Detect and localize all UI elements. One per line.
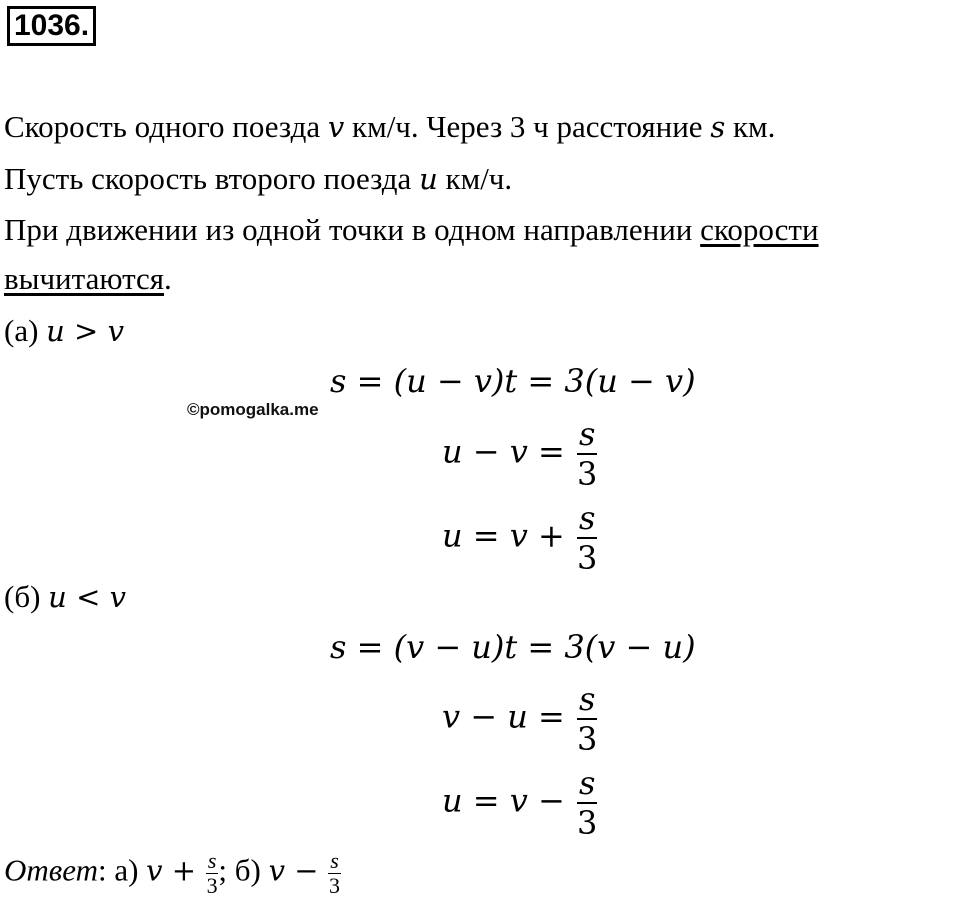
fraction <box>577 764 598 842</box>
equation-text: u = v − <box>442 781 565 820</box>
equation-a-3 <box>442 499 598 577</box>
text-line-3 <box>4 211 819 249</box>
answer-label: Ответ <box>4 852 98 888</box>
numerator: s <box>579 764 596 802</box>
fraction <box>577 680 598 758</box>
fraction <box>206 850 219 897</box>
fraction <box>577 499 598 577</box>
text-line-1 <box>4 108 775 146</box>
numerator: s <box>579 415 596 453</box>
underlined-word: скорости <box>700 212 819 247</box>
text-fragment: км. <box>725 109 776 144</box>
text-fragment: Пусть скорость второго поезда <box>4 161 420 196</box>
equation-text: v − u = <box>442 697 565 736</box>
answer-a-expression: v + <box>146 853 197 888</box>
case-a-heading <box>4 312 124 350</box>
numerator: s <box>579 680 596 718</box>
text-fragment: : а) <box>97 852 147 888</box>
variable-v: v <box>327 110 345 144</box>
fraction <box>577 415 598 493</box>
denominator: 3 <box>577 539 598 577</box>
case-b-heading <box>4 578 126 616</box>
text-line-2 <box>4 160 512 198</box>
denominator: 3 <box>206 873 218 898</box>
denominator: 3 <box>329 873 341 898</box>
watermark: ©pomogalka.me <box>187 400 319 419</box>
equation-b-1 <box>330 628 696 666</box>
underlined-word: вычитаются <box>4 261 165 296</box>
denominator: 3 <box>577 455 598 493</box>
case-condition: u < v <box>48 580 126 614</box>
equation-b-2 <box>442 680 598 758</box>
equation-text: u = v + <box>442 516 565 555</box>
variable-u: u <box>419 162 438 196</box>
equation-b-3 <box>442 764 598 842</box>
text-fragment: . <box>164 261 172 296</box>
case-label: (б) <box>4 579 49 614</box>
equation-text: u − v = <box>442 432 565 471</box>
numerator: s <box>579 499 596 537</box>
denominator: 3 <box>577 804 598 842</box>
text-line-4 <box>4 260 172 298</box>
text-fragment: км/ч. Через 3 ч расстояние <box>344 109 711 144</box>
text-fragment: При движении из одной точки в одном направлении <box>4 212 701 247</box>
variable-s: s <box>710 110 726 144</box>
answer-b-expression: v − <box>268 853 319 888</box>
denominator: 3 <box>577 720 598 758</box>
case-label: (а) <box>4 313 47 348</box>
numerator: s <box>207 848 217 873</box>
equation-a-2 <box>442 415 598 493</box>
numerator: s <box>330 848 339 873</box>
case-condition: u > v <box>46 314 124 348</box>
answer-line <box>4 850 341 897</box>
problem-number: 1036. <box>7 6 96 46</box>
equation-a-1 <box>330 362 696 400</box>
equation-text: s = (u − v)t = 3(u − v) <box>330 362 696 400</box>
fraction <box>328 850 341 897</box>
text-fragment: км/ч. <box>437 161 513 196</box>
equation-text: s = (v − u)t = 3(v − u) <box>330 628 696 666</box>
text-fragment: ; б) <box>218 852 269 888</box>
text-fragment: Скорость одного поезда <box>4 109 328 144</box>
